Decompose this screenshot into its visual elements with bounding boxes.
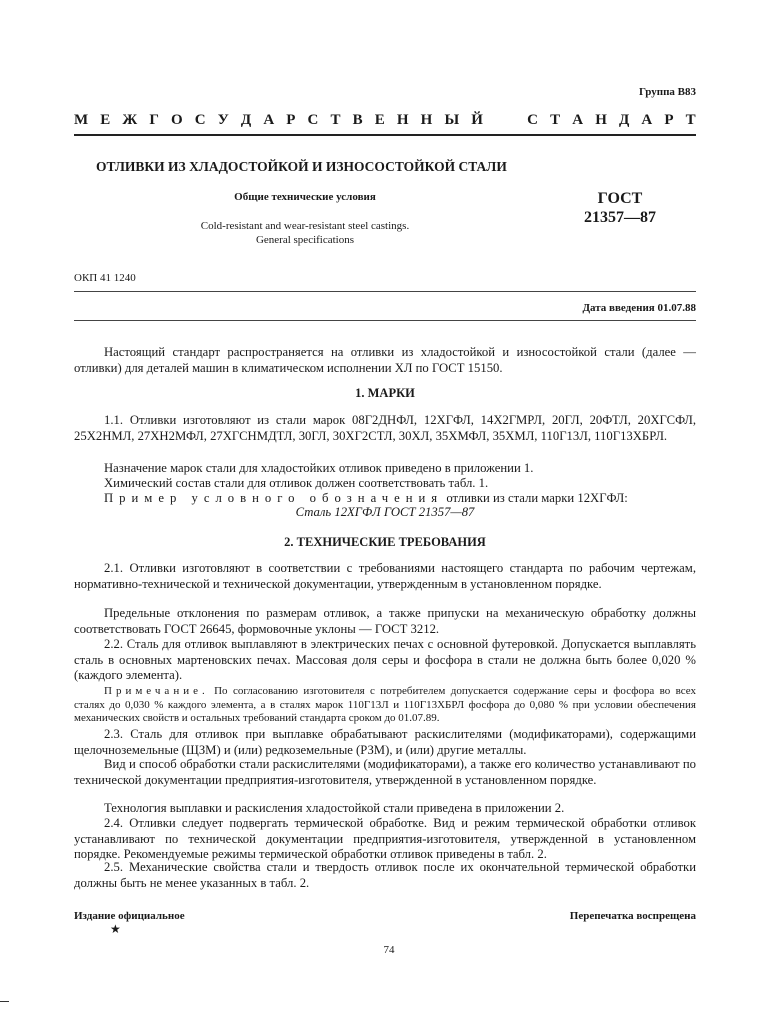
section2-heading: 2. ТЕХНИЧЕСКИЕ ТРЕБОВАНИЯ <box>284 535 486 549</box>
english-title-line1: Cold-resistant and wear-resistant steel castings. <box>200 220 410 232</box>
banner-letter: У <box>217 112 229 128</box>
section2-p8: 2.5. Механические свойства стали и твердость отливок после их окончательной термической обработки должны быть не менее указанных в табл. 2. <box>74 860 696 890</box>
banner-letter: Р <box>664 112 674 128</box>
example-rest: отливки из стали марки 12ХГФЛ: <box>443 491 628 505</box>
banner-letter: Г <box>149 112 159 128</box>
banner-letter: Д <box>618 112 630 128</box>
banner-letter: Р <box>286 112 296 128</box>
section2-p1: 2.1. Отливки изготовляют в соответствии с требованиями настоящего стандарта по рабочим чертежам, нормативно-технической и технической документации, утвержденным в установленном порядке. <box>74 561 696 591</box>
official-edition: Издание официальное <box>74 910 185 922</box>
section2-note <box>74 685 696 726</box>
okp-code: ОКП 41 1240 <box>74 272 136 284</box>
example-value: Сталь 12ХГФЛ ГОСТ 21357—87 <box>295 505 475 519</box>
banner-letter: М <box>74 112 89 128</box>
gost-label: ГОСТ <box>597 190 643 207</box>
banner-letter: Й <box>471 112 483 128</box>
banner-letter: Н <box>396 112 409 128</box>
intro-date: Дата введения 01.07.88 <box>582 302 696 314</box>
section1-heading: 1. МАРКИ <box>355 386 415 400</box>
banner-letter: Е <box>100 112 111 128</box>
banner-letter: Д <box>240 112 252 128</box>
note-label: Примечание. <box>104 685 209 697</box>
banner-letter: О <box>171 112 183 128</box>
document-subtitle: Общие технические условия <box>234 191 376 203</box>
banner-letter: С <box>307 112 319 128</box>
gost-designation <box>580 189 660 227</box>
banner-letter: Ж <box>122 112 138 128</box>
section2-p4: 2.3. Сталь для отливок при выплавке обрабатывают раскислителями (модификаторами), содержащими щелочноземельные (ЩЗМ) и (или) редкоземельные (РЗМ), и (или) другие металлы. <box>74 727 696 757</box>
example-spaced-label: Пример условного обозначения <box>104 491 444 505</box>
intro-paragraph: Настоящий стандарт распространяется на отливки из хладостойкой и износостойкой стали (далее — отливки) для деталей машин в климатическом исполнении ХЛ по ГОСТ 15150. <box>74 345 696 375</box>
header-rule <box>74 134 696 136</box>
section2-p6: Технология выплавки и раскисления хладостойкой стали приведена в приложении 2. <box>104 801 565 815</box>
interstate-standard-banner <box>74 112 696 129</box>
english-title <box>165 219 445 247</box>
banner-letter: А <box>641 112 653 128</box>
section1-p1: 1.1. Отливки изготовляют из стали марок 08Г2ДНФЛ, 12ХГФЛ, 14Х2ГМРЛ, 20ГЛ, 20ФТЛ, 20ХГСФЛ, 25Х2НМЛ, 27ХН2МФЛ, 27ХГСНМДТЛ, 30ГЛ, 30ХГ2СТЛ, 30ХЛ, 35ХМФЛ, 35ХМЛ, 110Г13Л, 110Г13ХБРЛ. <box>74 413 696 443</box>
banner-letter: Т <box>330 112 341 128</box>
section1-p3: Химический состав стали для отливок должен соответствовать табл. 1. <box>104 476 489 490</box>
gost-number: 21357—87 <box>584 209 656 226</box>
banner-letter: Т <box>685 112 696 128</box>
banner-gap <box>495 112 515 129</box>
english-title-line2: General specifications <box>255 234 355 246</box>
banner-letter: А <box>572 112 584 128</box>
page-number: 74 <box>383 944 395 956</box>
section2-p7: 2.4. Отливки следует подвергать термической обработке. Вид и режим термической обработки отливок устанавливают по технической документации предприятия-изготовителя, утвержденной в установленном порядке. Рекомендуемые режимы термической обработки отливок приведены в табл. 2. <box>74 816 696 861</box>
banner-letter: Е <box>374 112 385 128</box>
document-title: ОТЛИВКИ ИЗ ХЛАДОСТОЙКОЙ И ИЗНОСОСТОЙКОЙ СТАЛИ <box>96 159 507 174</box>
star-icon: ★ <box>110 922 121 936</box>
note-text: По согласованию изготовителя с потребителем допускается содержание серы и фосфора во всех сталях до 0,030 % каждого элемента, а в сталях марок 110Г13Л и 110Г13ХБРЛ фосфора до 0,080 % при условии обеспечения механических свойств и остальных требований стандарта сроком до 01.07.89. <box>74 685 696 724</box>
banner-letter: Ы <box>444 112 460 128</box>
date-rule <box>74 320 696 321</box>
banner-letter: Т <box>550 112 561 128</box>
banner-letter: С <box>194 112 206 128</box>
banner-letter: Н <box>420 112 433 128</box>
section2-p3: 2.2. Сталь для отливок выплавляют в электрических печах с основной футеровкой. Допускается выплавлять сталь в основных мартеновских печах. Массовая доля серы и фосфора в стали не должна быть более 0,020 % (каждого элемента). <box>74 637 696 682</box>
section2-p2: Предельные отклонения по размерам отливок, а также припуски на механическую обработку должны соответствовать ГОСТ 26645, формовочные уклоны — ГОСТ 3212. <box>74 606 696 636</box>
okp-rule <box>74 291 696 292</box>
banner-letter: Н <box>595 112 607 128</box>
banner-letter: В <box>352 112 363 128</box>
reprint-prohibited: Перепечатка воспрещена <box>569 910 696 922</box>
banner-letter: А <box>263 112 275 128</box>
scan-edge-mark <box>0 1001 9 1002</box>
banner-letter: С <box>527 112 539 128</box>
group-code: Группа В83 <box>638 86 696 98</box>
section1-p2: Назначение марок стали для хладостойких отливок приведено в приложении 1. <box>104 461 534 475</box>
section2-p5: Вид и способ обработки стали раскислителями (модификаторами), а также его количество устанавливают по технической документации предприятия-изготовителя, утвержденной в установленном порядке. <box>74 757 696 787</box>
